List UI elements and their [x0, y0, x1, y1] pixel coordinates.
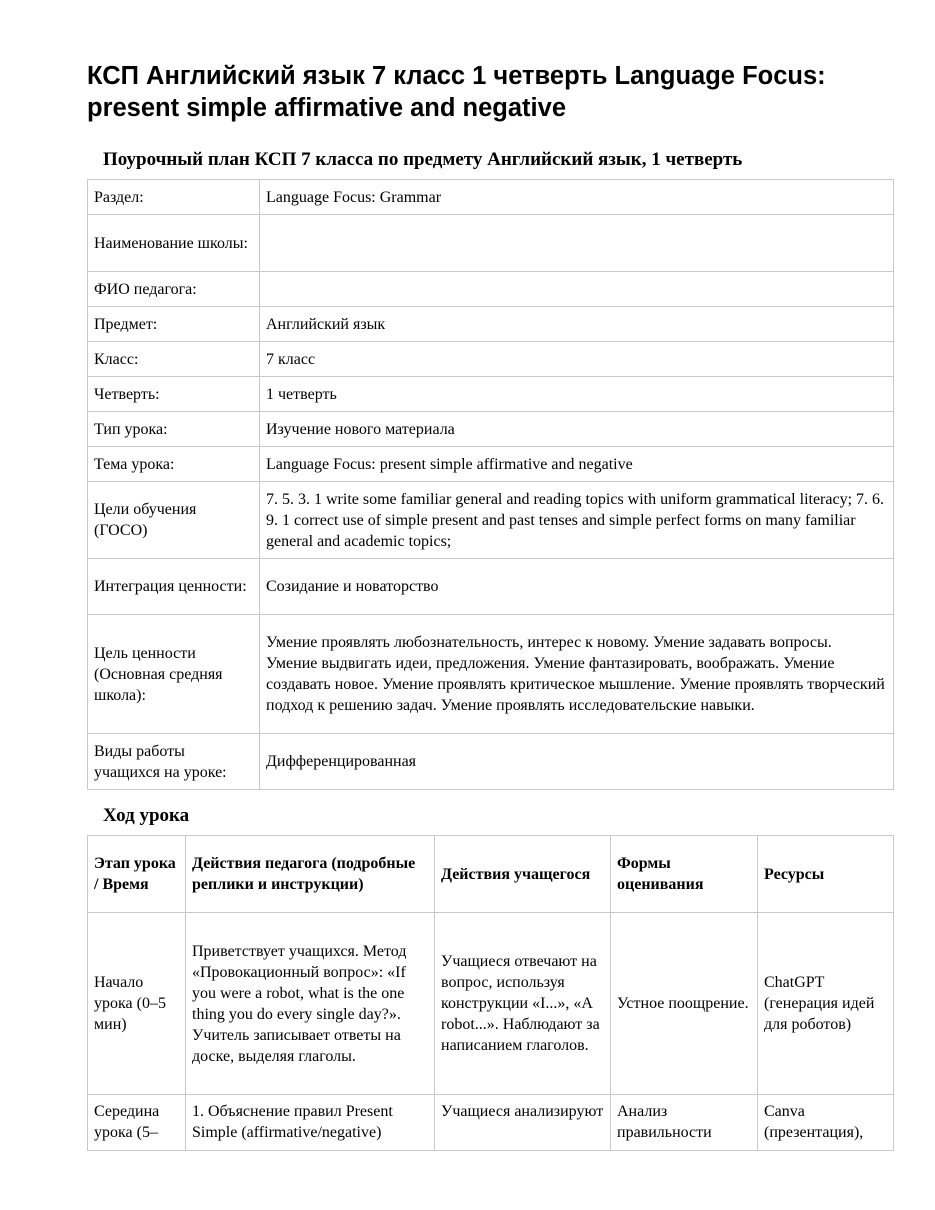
teacher-actions-cell: 1. Объяснение правил Present Simple (affirmative/negative): [186, 1095, 435, 1151]
info-label: ФИО педагога:: [88, 272, 260, 307]
column-header: Ресурсы: [758, 836, 894, 913]
lesson-heading: Ход урока: [103, 805, 190, 826]
column-header: Действия учащегося: [435, 836, 611, 913]
info-value: [260, 272, 894, 307]
table-row: [88, 615, 894, 734]
info-value: 1 четверть: [260, 377, 894, 412]
table-row: [88, 1095, 894, 1151]
table-row: [88, 377, 894, 412]
table-row: [88, 913, 894, 1095]
lesson-table: [87, 835, 894, 1151]
info-label: Раздел:: [88, 180, 260, 215]
info-label: Четверть:: [88, 377, 260, 412]
info-label: Виды работы учащихся на уроке:: [88, 734, 260, 790]
info-value: Английский язык: [260, 307, 894, 342]
info-label: Цель ценности (Основная средняя школа):: [88, 615, 260, 734]
assessment-cell: Анализ правильности: [611, 1095, 758, 1151]
info-label: Наименование школы:: [88, 215, 260, 272]
student-actions-cell: Учащиеся отвечают на вопрос, используя конструкции «I...», «A robot...». Наблюдают за написанием глаголов.: [435, 913, 611, 1095]
teacher-actions-cell: Приветствует учащихся. Метод «Провокационный вопрос»: «If you were a robot, what is the one thing you do every single day?». Учитель записывает ответы на доске, выделяя глаголы.: [186, 913, 435, 1095]
info-label: Тема урока:: [88, 447, 260, 482]
info-value: Созидание и новаторство: [260, 559, 894, 615]
table-row: [88, 734, 894, 790]
table-row: [88, 180, 894, 215]
info-label: Интеграция ценности:: [88, 559, 260, 615]
resources-cell: ChatGPT (генерация идей для роботов): [758, 913, 894, 1095]
table-header-row: [88, 836, 894, 913]
table-row: [88, 307, 894, 342]
info-label: Тип урока:: [88, 412, 260, 447]
info-label: Класс:: [88, 342, 260, 377]
column-header: Этап урока / Время: [88, 836, 186, 913]
info-label: Цели обучения (ГОСО): [88, 482, 260, 559]
stage-cell: Начало урока (0–5 мин): [88, 913, 186, 1095]
table-row: [88, 447, 894, 482]
info-table: [87, 179, 894, 790]
table-row: [88, 559, 894, 615]
info-value: Изучение нового материала: [260, 412, 894, 447]
info-value: [260, 215, 894, 272]
info-label: Предмет:: [88, 307, 260, 342]
info-value: Language Focus: present simple affirmative and negative: [260, 447, 894, 482]
document-title: КСП Английский язык 7 класс 1 четверть Language Focus: present simple affirmative and negative: [87, 62, 826, 122]
stage-cell: Середина урока (5–: [88, 1095, 186, 1151]
plan-heading: Поурочный план КСП 7 класса по предмету Английский язык, 1 четверть: [103, 149, 743, 170]
column-header: Действия педагога (подробные реплики и инструкции): [186, 836, 435, 913]
table-row: [88, 342, 894, 377]
table-row: [88, 412, 894, 447]
column-header: Формы оценивания: [611, 836, 758, 913]
table-row: [88, 272, 894, 307]
info-value: 7. 5. 3. 1 write some familiar general and reading topics with uniform grammatical literacy; 7. 6. 9. 1 correct use of simple present and past tenses and simple perfect forms on many familiar general and academic topics;: [260, 482, 894, 559]
student-actions-cell: Учащиеся анализируют: [435, 1095, 611, 1151]
info-value: Дифференцированная: [260, 734, 894, 790]
resources-cell: Canva (презентация),: [758, 1095, 894, 1151]
table-row: [88, 215, 894, 272]
info-value: 7 класс: [260, 342, 894, 377]
info-value: Умение проявлять любознательность, интерес к новому. Умение задавать вопросы. Умение выдвигать идеи, предложения. Умение фантазировать, воображать. Умение создавать новое. Умение проявлять критическое мышление. Умение проявлять творческий подход к решению задач. Умение проявлять исследовательские навыки.: [260, 615, 894, 734]
assessment-cell: Устное поощрение.: [611, 913, 758, 1095]
info-value: Language Focus: Grammar: [260, 180, 894, 215]
table-row: [88, 482, 894, 559]
